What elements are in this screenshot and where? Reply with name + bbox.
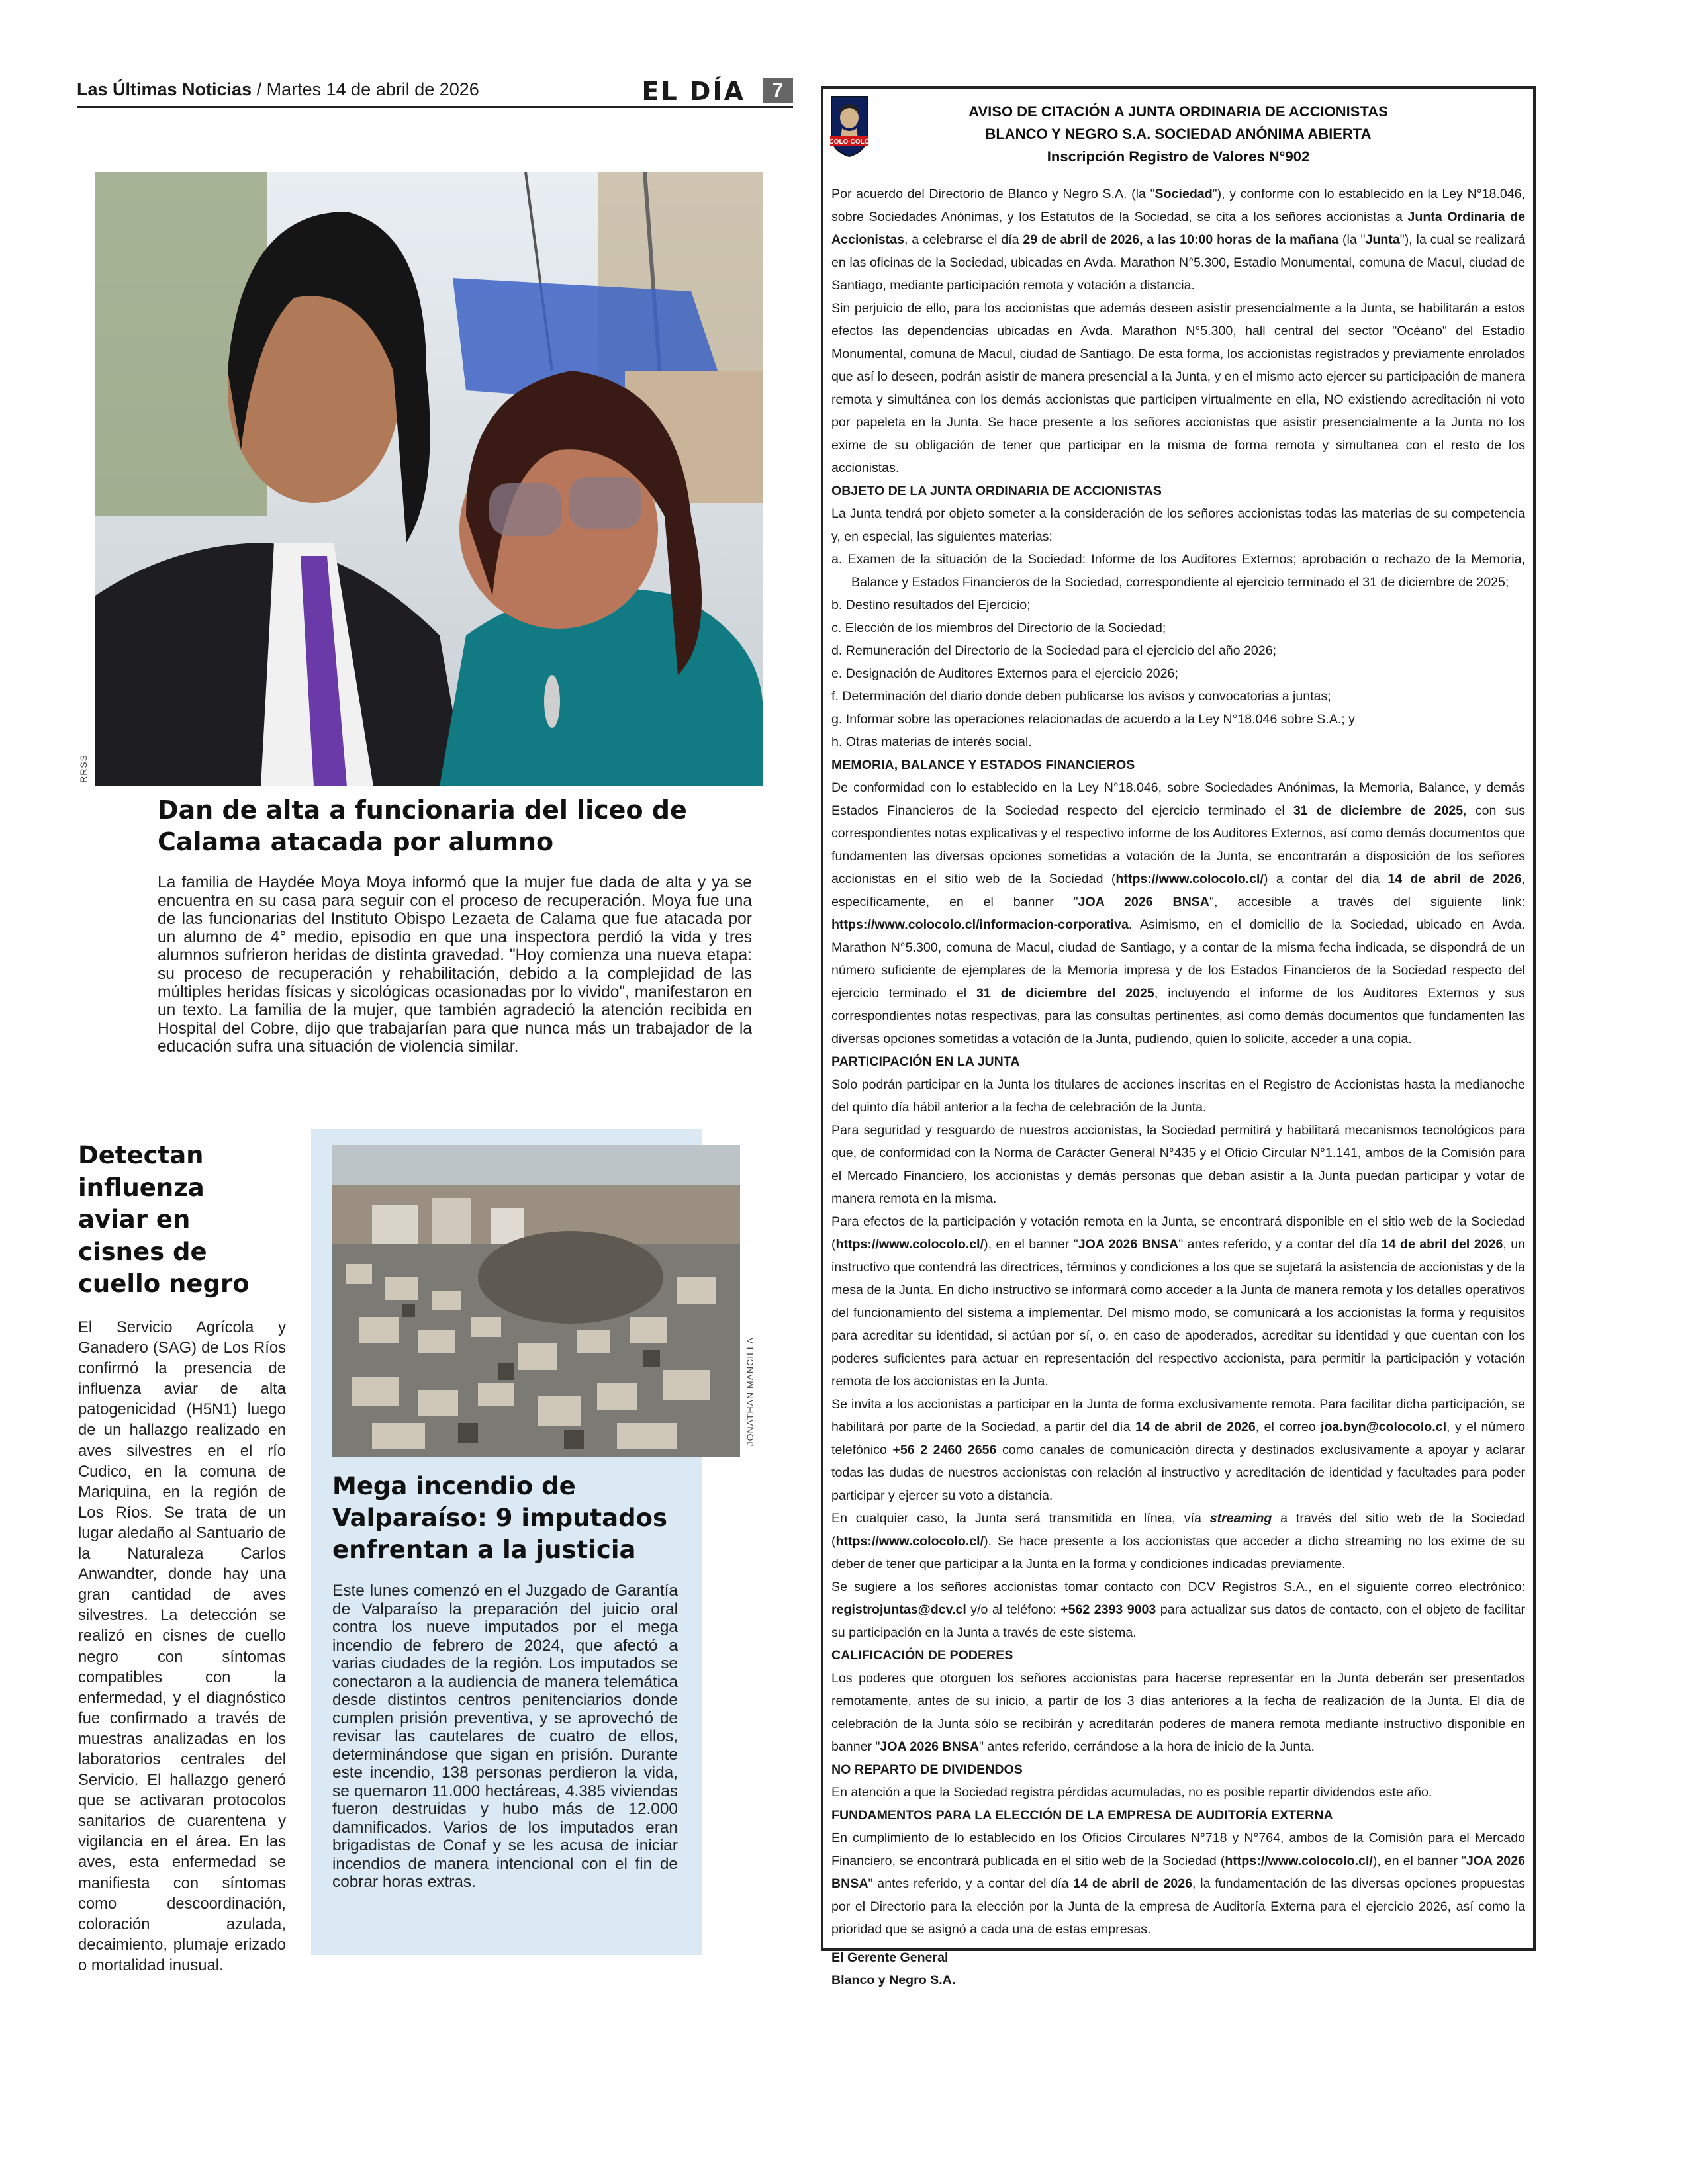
notice-section-heading: OBJETO DE LA JUNTA ORDINARIA DE ACCIONISTAS — [831, 483, 1162, 498]
notice-title-2: BLANCO Y NEGRO S.A. SOCIEDAD ANÓNIMA ABIERTA — [985, 126, 1372, 142]
notice-paragraph: Por acuerdo del Directorio de Blanco y Negro S.A. (la "Sociedad"), y conforme con lo establecido en la Ley N°18.046, sobre Sociedades Anónimas, y los Estatutos de la Sociedad, se cita a los señores accionistas a Junta Ordinaria de Accionistas, a celebrarse el día 29 de abril de 2026, a las 10:00 horas de la mañana (la "Junta"), la cual se realizará en las oficinas de la Sociedad, ubicadas en Avda. Marathon N°5.300, Estadio Monumental, comuna de Macul, ciudad de Santiago, mediante participación remota y votación a distancia. — [831, 187, 1526, 293]
story3-photo — [332, 1145, 740, 1457]
story1-photo — [95, 172, 763, 786]
story1-body: La familia de Haydée Moya Moya informó que la mujer fue dada de alta y ya se encuentra en su casa para seguir con el proceso de recuperación. Moya fue una de las funcionarias del Instituto Obispo Lezaeta de Calama que fue atacada por un alumno de 4° medio, episodio en que una inspectora perdió la vida y tres alumnos sufrieron heridas de distinta gravedad. "Hoy comienza una nueva etapa: su proceso de recuperación y rehabilitación, debido a la complejidad de las múltiples heridas físicas y sicológicas ocasionadas por lo vivido", manifestaron en un texto. La familia de la mujer, que también agradeció la atención recibida en Hospital del Cobre, dijo que trabajarían para que nunca más un trabajador de la educación sufra una situación de violencia similar. — [158, 874, 752, 1056]
masthead — [77, 77, 793, 108]
notice-title-1: AVISO DE CITACIÓN A JUNTA ORDINARIA DE ACCIONISTAS — [968, 103, 1388, 120]
notice-paragraph: En cualquier caso, la Junta será transmitida en línea, vía streaming a través del sitio web de la Sociedad (https://www.colocolo.cl/). Se hace presente a los accionistas que acceder a dicho streaming no los exime de su deber de tener que participar a la Junta en la forma y condiciones indicadas previamente. — [831, 1511, 1525, 1571]
notice-section-heading: MEMORIA, BALANCE Y ESTADOS FINANCIEROS — [831, 757, 1135, 772]
list-item: f. Determinación del diario donde deben publicarse los avisos y convocatorias a juntas; — [831, 689, 1331, 704]
shareholders-notice — [821, 86, 1536, 1987]
signature-title: El Gerente General — [831, 1950, 949, 1965]
notice-section-heading: CALIFICACIÓN DE PODERES — [831, 1648, 1013, 1662]
list-item: b. Destino resultados del Ejercicio; — [831, 598, 1031, 612]
notice-section-heading: PARTICIPACIÓN EN LA JUNTA — [831, 1054, 1020, 1069]
notice-paragraph: Sin perjuicio de ello, para los accionistas que además deseen asistir presencialmente a la Junta, se habilitarán a estos efectos las dependencias ubicadas en Avda. Marathon N°5.300, hall central del sector "Océano" del Estadio Monumental, comuna de Macul, ciudad de Santiago. De esta forma, los accionistas registrados y previamente enrolados que así lo deseen, podrán asistir de manera presencial a la Junta, y en el mismo acto ejercer su participación de manera remota y simultánea con los demás accionistas que participen virtualmente en ella, NO existiendo acreditación ni voto por papeleta en la Junta. Se hace presente a los señores accionistas que asistir presencialmente a la Junta no los exime de su obligación de tener que participar en la misma de forma remota y simultanea con el resto de los accionistas. — [831, 300, 1525, 475]
story3-photo-credit: JONATHAN MANCILLA — [745, 1337, 755, 1447]
notice-paragraph: Para efectos de la participación y votación remota en la Junta, se encontrará disponible en el sitio web de la Sociedad (https://www.colocolo.cl/), en el banner "JOA 2026 BNSA" antes referido, y a contar del día 14 de abril del 2026, un instructivo que contendrá las directrices, términos y condiciones a los que se sujetará la asistencia de accionistas y de la mesa de la Junta. En dicho instructivo se informará como acceder a la Junta de manera remota y los detalles operativos del funcionamiento del sistema a implementar. Del mismo modo, se comunicará a los accionistas la forma y requisitos para acreditar su identidad, si actúan por sí, o, en caso de apoderados, acreditar su identidad y que cuentan con los poderes suficientes para actuar en representación del respectivo accionista, para permitir la participación y votación remota de los accionistas en la Junta. — [831, 1214, 1525, 1388]
story2-body: El Servicio Agrícola y Ganadero (SAG) de Los Ríos confirmó la presencia de influenza aviar de alta patogenicidad (H5N1) luego de un hallazgo realizado en aves silvestres en el río Cudico, en la comuna de Mariquina, en la región de Los Ríos. Se trata de un lugar aledaño al Santuario de la Naturaleza Carlos Anwandter, donde hay una gran cantidad de aves silvestres. La detección se realizó en cisnes de cuello negro con síntomas compatibles con la enfermedad, y el diagnóstico fue confirmado a través de muestras analizadas en los laboratorios centrales del Servicio. El hallazgo generó que se activaran protocolos sanitarios de cuarentena y vigilancia en el área. En las aves, esta enfermedad se manifiesta con síntomas como descoordinación, coloración azulada, decaimiento, plumaje erizado o mortalidad inusual. — [78, 1318, 286, 1974]
signature-company: Blanco y Negro S.A. — [831, 1973, 956, 1987]
publication-name: Las Últimas Noticias — [77, 79, 252, 99]
notice-paragraph: En atención a que la Sociedad registra pérdidas acumuladas, no es posible repartir dividendos este año. — [831, 1785, 1432, 1799]
notice-paragraph: De conformidad con lo establecido en la Ley N°18.046, sobre Sociedades Anónimas, la Memoria, Balance, y demás Estados Financieros de la Sociedad respecto del ejercicio terminado el 31 de diciembre de 2025, con sus correspondientes notas explicativas y el respectivo informe de los Auditores Externos, así como demás documentos que fundamenten las diversas opciones sometidas a votación de la Junta, se encontrarán a disposición de los señores accionistas en el sitio web de la Sociedad (https://www.colocolo.cl/) a contar del día 14 de abril de 2026, específicamente, en el banner "JOA 2026 BNSA", accesible a través del siguiente link: https://www.colocolo.cl/informacion-corporativa. Asimismo, en el domicilio de la Sociedad, ubicado en Avda. Marathon N°5.300, comuna de Macul, ciudad de Santiago, y a contar de la misma fecha indicada, se dispondrá de un número suficiente de ejemplares de la Memoria impresa y de los Estados Financieros de la Sociedad respecto del ejercicio terminado el 31 de diciembre del 2025, incluyendo el informe de los Auditores Externos y sus correspondientes notas respectivas, para las consultas pertinentes, así como demás documentos que fundamenten las diversas opciones sometidas a votación de la Junta, pudiendo, quien lo solicite, acceder a una copia. — [831, 780, 1525, 1046]
logo-text: COLO-COLO — [829, 138, 870, 146]
story1-headline: Dan de alta a funcionaria del liceo de Calama atacada por alumno — [158, 796, 687, 856]
notice-section-heading: FUNDAMENTOS PARA LA ELECCIÓN DE LA EMPRESA DE AUDITORÍA EXTERNA — [831, 1807, 1333, 1823]
list-item: h. Otras materias de interés social. — [831, 735, 1032, 749]
list-item: g. Informar sobre las operaciones relacionadas de acuerdo a la Ley N°18.046 sobre S.A.; y — [831, 711, 1355, 727]
notice-paragraph: Se sugiere a los señores accionistas tomar contacto con DCV Registros S.A., en el siguiente correo electrónico: registrojuntas@dcv.cl y/o al teléfono: +562 2393 9003 para actualizar sus datos de contacto, con el objeto de facilitar su participación en la Junta a través de este sistema. — [831, 1579, 1525, 1640]
list-item: e. Designación de Auditores Externos para el ejercicio 2026; — [831, 666, 1178, 681]
story3-headline: Mega incendio de Valparaíso: 9 imputados enfrentan a la justicia — [332, 1472, 668, 1564]
notice-section-heading: NO REPARTO DE DIVIDENDOS — [831, 1762, 1023, 1777]
section-title: EL DÍA — [641, 77, 745, 106]
story3-body: Este lunes comenzó en el Juzgado de Garantía de Valparaíso la preparación del juicio oral contra los nueve imputados por el mega incendio de febrero de 2024, que afectó a varias ciudades de la región. Los imputados se conectaron a la audiencia de manera telemática desde distintos centros penitenciarios donde cumplen prisión preventiva, y se aprovechó de revisar las cautelares de cuatro de ellos, determinándose que sigan en prisión. Durante este incendio, 138 personas perdieron la vida, se quemaron 11.000 hectáreas, 4.385 viviendas fueron destruidas y hubo más de 12.000 damnificados. Varios de los imputados eran brigadistas de Conaf y se les acusa de iniciar incendios de manera intencional con el fin de cobrar horas extras. — [332, 1582, 678, 1891]
notice-paragraph: Los poderes que otorguen los señores accionistas para hacerse representar en la Junta deberán ser presentados remotamente, antes de su inicio, a partir de los 3 días anteriores a la fecha de realización de la Junta. El día de celebración de la Junta sólo se recibirán y acreditarán poderes de manera remota mediante instructivo disponible en banner "JOA 2026 BNSA" antes referido, cerrándose a la hora de inicio de la Junta. — [831, 1670, 1525, 1754]
notice-paragraph: La Junta tendrá por objeto someter a la consideración de los señores accionistas todas las materias de su competencia y, en especial, las siguientes materias: — [831, 506, 1525, 544]
notice-body — [831, 183, 1525, 1992]
publication-line — [77, 79, 479, 100]
publication-date: / Martes 14 de abril de 2026 — [256, 79, 479, 99]
notice-paragraph: Solo podrán participar en la Junta los titulares de acciones inscritas en el Registro de Accionistas hasta la medianoche del quinto día hábil anterior a la fecha de celebración de la Junta. — [831, 1077, 1525, 1115]
story1-photo-credit: RRSS — [78, 754, 89, 783]
notice-paragraph: En cumplimiento de lo establecido en los Oficios Circulares N°718 y N°764, ambos de la Comisión para el Mercado Financiero, se encontrará publicada en el sitio web de la Sociedad (https://www.colocolo.cl/), en el banner "JOA 2026 BNSA" antes referido, y a contar del día 14 de abril de 2026, la fundamentación de las diversas opciones propuestas por el Directorio para la elección por la Junta de la empresa de Auditoría Externa para el ejercicio 2026, así como la prioridad que se asignó a cada una de estas empresas. — [831, 1831, 1525, 1936]
list-item: c. Elección de los miembros del Directorio de la Sociedad; — [831, 620, 1166, 635]
list-item: d. Remuneración del Directorio de la Sociedad para el ejercicio del año 2026; — [831, 643, 1277, 658]
notice-paragraph: Para seguridad y resguardo de nuestros accionistas, la Sociedad permitirá y habilitará mecanismos tecnológicos para que, de conformidad con la Norma de Carácter General N°435 y el Oficio Circular N°1.141, ambos de la Comisión para el Mercado Financiero, los accionistas y demás personas que deban asistir a la Junta puedan participar y votar de manera remota en la misma. — [831, 1122, 1525, 1206]
list-item: a. Examen de la situación de la Sociedad: Informe de los Auditores Externos; aprobación o rechazo de la Memoria, Balance y Estados Financieros de la Sociedad, correspondiente al ejercicio terminado el 31 de diciembre de 2025; — [831, 552, 1525, 590]
notice-paragraph: Se invita a los accionistas a participar en la Junta de forma exclusivamente remota. Para facilitar dicha participación, se habilitará por parte de la Sociedad, a partir del día 14 de abril de 2026, el correo joa.byn@colocolo.cl, y el número telefónico +56 2 2460 2656 como canales de comunicación directa y destinados exclusivamente a apoyar y aclarar todas las dudas de nuestros accionistas con relación al instructivo y acreditación de identidad y facultades para poder participar y ejercer su voto a distancia. — [831, 1396, 1525, 1503]
story2-headline: Detectan influenza aviar en cisnes de cuello negro — [78, 1141, 250, 1298]
page-number: 7 — [763, 78, 793, 103]
notice-title-3: Inscripción Registro de Valores N°902 — [1047, 148, 1310, 165]
